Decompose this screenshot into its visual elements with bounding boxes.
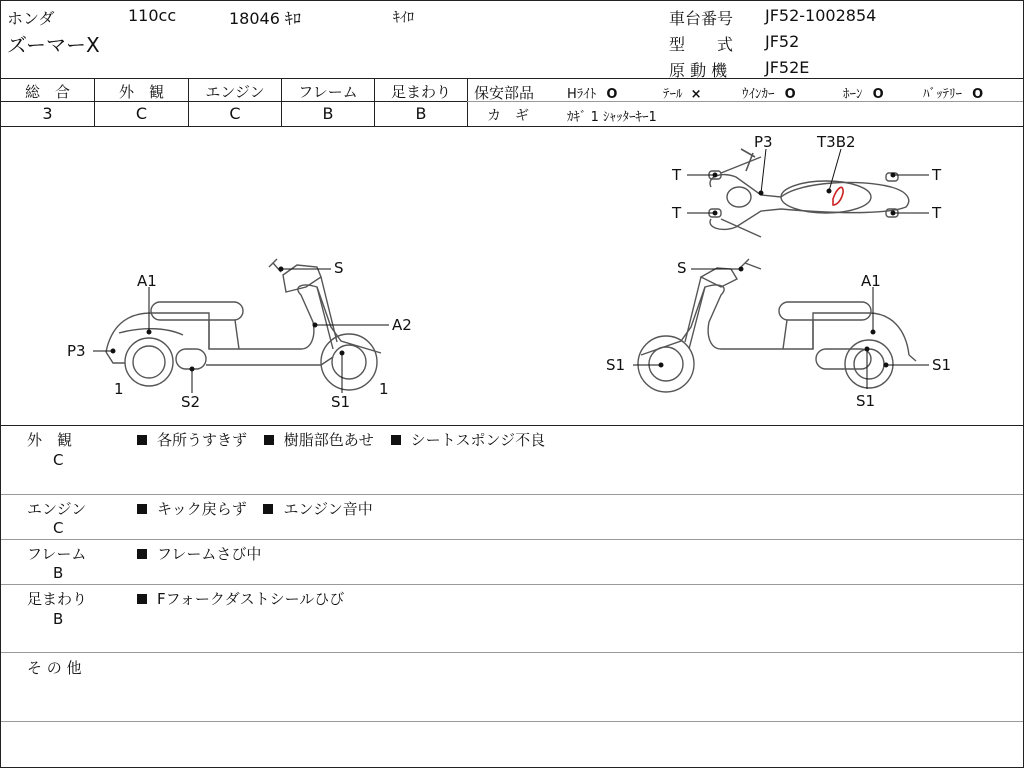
grade-suspension-label: 足まわり (390, 83, 451, 101)
frame-no: JF52-1002854 (765, 6, 877, 25)
label-s1: S1 (932, 356, 952, 374)
label-s2: S2 (181, 393, 201, 411)
label-s: S (334, 259, 344, 277)
safety-item-winker: ｳｲﾝｶｰ O (742, 87, 796, 102)
divider (467, 78, 468, 126)
grade-exterior-value: C (135, 104, 148, 123)
label-s: S (677, 259, 687, 277)
grade-engine-label: エンジン (205, 83, 265, 101)
scooter-top-view (709, 149, 909, 237)
safety-item-tail: ﾃｰﾙ × (663, 87, 702, 102)
label-s1: S1 (856, 392, 876, 410)
grade-suspension-value: B (415, 104, 427, 123)
displacement: 110cc (128, 6, 177, 25)
label-t: T (932, 204, 942, 222)
label-s1: S1 (606, 356, 626, 374)
label-s1: S1 (331, 393, 351, 411)
engine-value: JF52E (765, 58, 810, 77)
bullet-icon (137, 549, 147, 559)
damage-mark (833, 187, 843, 205)
label-t: T (672, 166, 682, 184)
section-suspension-notes: Fフォークダストシールひび (137, 588, 344, 609)
divider (1, 425, 1023, 426)
grade-overall-value: 3 (42, 104, 53, 123)
label-p3: P3 (754, 133, 773, 151)
grade-engine-value: C (229, 104, 241, 123)
grade-overall-label: 総 合 (24, 83, 70, 101)
label-t: T (932, 166, 942, 184)
model-name: ズーマーX (7, 33, 100, 57)
label-a2: A2 (392, 316, 412, 334)
safety-item-horn: ﾎｰﾝ O (843, 87, 884, 102)
section-suspension-grade: B (53, 610, 64, 628)
section-frame-notes: フレームさび中 (137, 543, 261, 564)
bullet-icon (137, 435, 147, 445)
bullet-icon (137, 594, 147, 604)
maker: ホンダ (7, 9, 55, 28)
divider (1, 539, 1023, 540)
bullet-icon (137, 504, 147, 514)
bullet-icon (264, 435, 274, 445)
key-label: カ ギ (487, 108, 529, 124)
section-exterior-grade: C (53, 451, 64, 469)
section-exterior-title: 外 観 (27, 431, 73, 449)
section-engine-title: エンジン (27, 500, 87, 518)
mileage: 18046 ｷﾛ (229, 9, 301, 28)
label-t3b2: T3B2 (817, 133, 856, 151)
type-value: JF52 (765, 32, 800, 51)
section-engine-notes: キック戻らず エンジン音中 (137, 498, 373, 519)
safety-label: 保安部品 (474, 84, 535, 102)
label-p3: P3 (67, 342, 86, 360)
bullet-icon (263, 504, 273, 514)
divider (1, 78, 1023, 79)
type-label: 型 式 (669, 35, 734, 54)
key-value: ｶｷﾞ 1 ｼｬｯﾀｰｷｰ1 (567, 110, 657, 125)
label-a1: A1 (137, 272, 157, 290)
mileage-note: ｷｲﾛ (393, 10, 414, 26)
section-other-title: そ の 他 (27, 659, 82, 677)
section-frame-title: フレーム (27, 545, 87, 563)
bullet-icon (391, 435, 401, 445)
label-a1: A1 (861, 272, 881, 290)
label-1: 1 (379, 380, 389, 398)
section-frame-grade: B (53, 564, 64, 582)
engine-label: 原 動 機 (669, 61, 728, 80)
frame-no-label: 車台番号 (669, 9, 734, 28)
safety-item-headlight: Hﾗｲﾄ O (567, 87, 618, 102)
grade-frame-label: フレーム (298, 83, 358, 101)
label-1: 1 (114, 380, 124, 398)
safety-item-battery: ﾊﾞｯﾃﾘｰ O (923, 87, 984, 102)
section-exterior-notes: 各所うすきず 樹脂部色あせ シートスポンジ不良 (137, 429, 545, 450)
damage-diagram (1, 127, 1023, 425)
divider (1, 721, 1023, 722)
section-engine-grade: C (53, 519, 64, 537)
divider (1, 494, 1023, 495)
grade-frame-value: B (322, 104, 334, 123)
section-suspension-title: 足まわり (27, 590, 88, 608)
grade-exterior-label: 外 観 (118, 83, 164, 101)
divider (1, 584, 1023, 585)
divider (1, 652, 1023, 653)
label-t: T (672, 204, 682, 222)
